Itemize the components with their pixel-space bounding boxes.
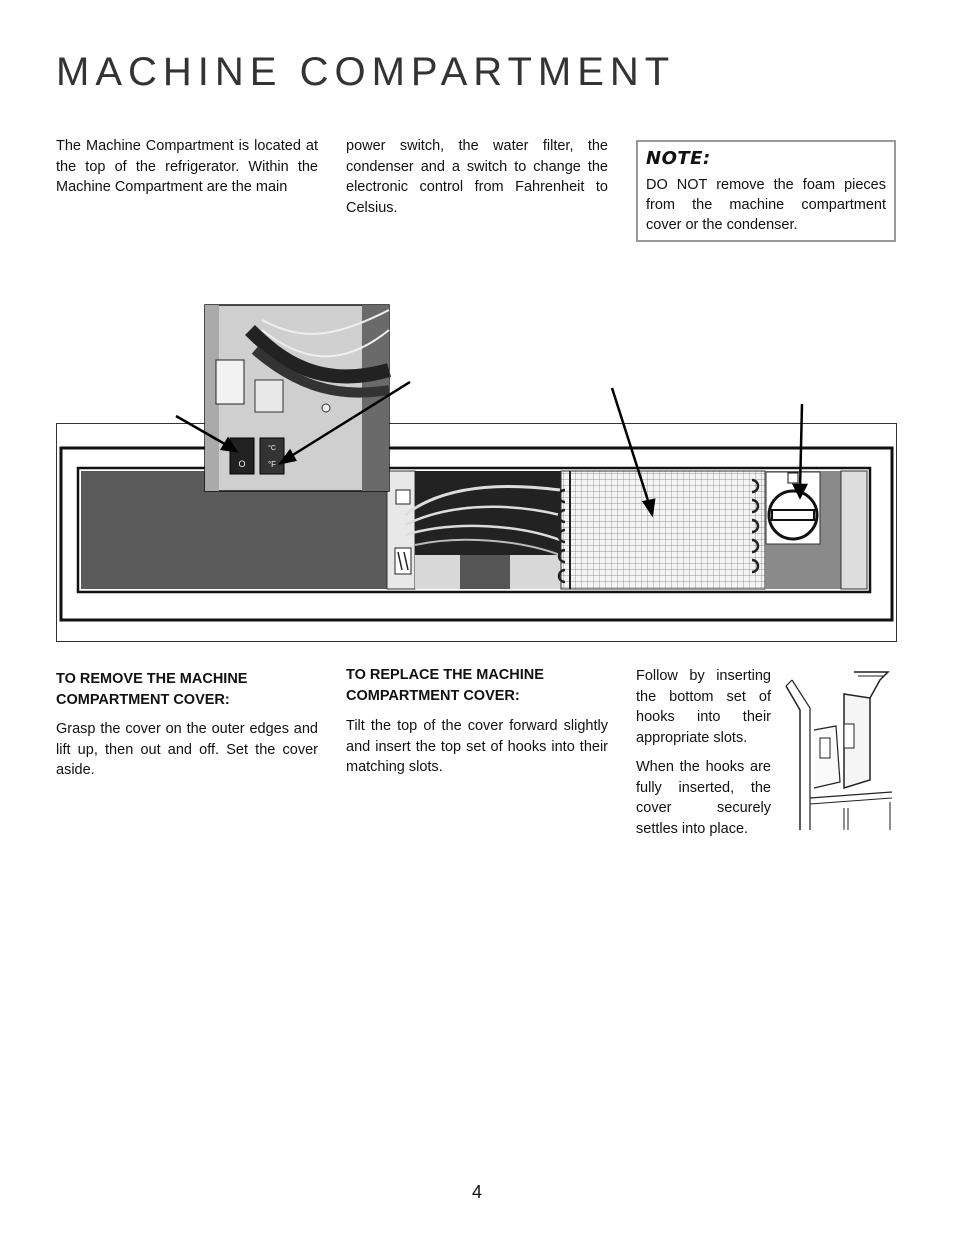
power-switch-label: O [238, 459, 246, 469]
note-box [636, 140, 896, 242]
follow-instructions-2: When the hooks are fully inserted, the cover securely settles into place. [636, 759, 771, 837]
remove-heading: TO REMOVE THE MACHINE COMPARTMENT COVER: [56, 671, 248, 708]
temp-switch-label-bottom: °F [267, 460, 277, 469]
intro-text-col1: The Machine Compartment is located at the top of the refrigerator. Within the Machine Compartment are the main [56, 138, 318, 195]
hook-insertion-illustration [784, 670, 894, 832]
remove-instructions: Grasp the cover on the outer edges and lift up, then out and off. Set the cover aside. [56, 721, 318, 778]
note-label: NOTE: [646, 148, 711, 169]
switch-inset-photo [205, 305, 389, 491]
page-title: MACHINE COMPARTMENT [56, 50, 676, 94]
temp-switch-label-top: °C [268, 445, 276, 452]
page-number: 4 [471, 1182, 482, 1202]
replace-heading: TO REPLACE THE MACHINE COMPARTMENT COVER: [346, 667, 544, 704]
intro-text-col2: power switch, the water filter, the condenser and a switch to change the electronic control from Fahrenheit to Celsius. [346, 138, 608, 216]
machine-compartment-diagram [0, 300, 954, 650]
replace-instructions: Tilt the top of the cover forward slightly and insert the top set of hooks into their matching slots. [346, 718, 608, 775]
condenser-coils [561, 471, 765, 589]
follow-instructions-1: Follow by inserting the bottom set of hooks into their appropriate slots. [636, 668, 771, 746]
note-text: DO NOT remove the foam pieces from the machine compartment cover or the condenser. [646, 177, 886, 233]
